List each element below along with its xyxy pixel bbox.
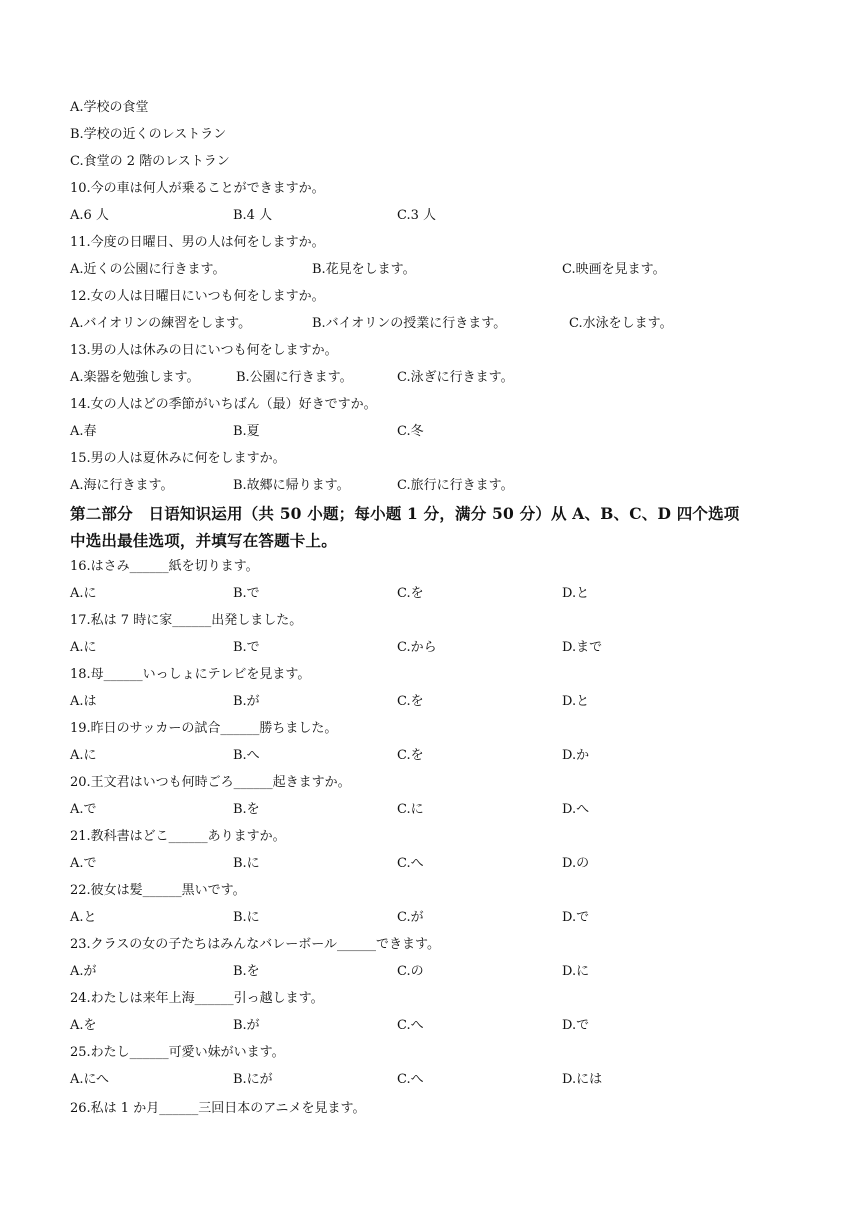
option: A.が — [70, 964, 97, 979]
question-24: 24.わたしは来年上海______引っ越します。 — [70, 991, 324, 1006]
option: A.にへ — [70, 1072, 110, 1087]
option: C.泳ぎに行きます。 — [397, 370, 514, 385]
question-21: 21.教科書はどこ______ありますか。 — [70, 829, 286, 844]
question-17: 17.私は 7 時に家______出発しました。 — [70, 613, 303, 628]
option: C.旅行に行きます。 — [397, 478, 514, 493]
option: A.と — [70, 910, 97, 925]
question-11: 11.今度の日曜日、男の人は何をしますか。 — [70, 235, 325, 250]
option: C.へ — [397, 856, 424, 871]
option: C.3 人 — [397, 208, 437, 223]
option: A.バイオリンの練習をします。 — [70, 316, 252, 331]
option: B.故郷に帰ります。 — [233, 478, 350, 493]
option: B.に — [233, 856, 260, 871]
option: B.を — [233, 964, 260, 979]
question-18: 18.母______いっしょにテレビを見ます。 — [70, 667, 311, 682]
option: B.が — [233, 694, 260, 709]
option: A.に — [70, 586, 97, 601]
section-heading-cont: 中选出最佳选项，并填写在答题卡上。 — [70, 531, 337, 550]
section-heading: 第二部分 日语知识运用（共 50 小题；每小题 1 分，满分 50 分）从 A、B、C、D 四个选项 — [70, 504, 740, 523]
question-20: 20.王文君はいつも何時ごろ______起きますか。 — [70, 775, 351, 790]
option: A.6 人 — [70, 208, 109, 223]
option: C.を — [397, 586, 424, 601]
option: C.水泳をします。 — [569, 316, 673, 331]
option: A.春 — [70, 424, 97, 439]
option: C.へ — [397, 1072, 424, 1087]
option: C.に — [397, 802, 424, 817]
option: C.が — [397, 910, 424, 925]
question-13: 13.男の人は休みの日にいつも何をしますか。 — [70, 343, 338, 358]
option-line: A.学校の食堂 — [70, 100, 149, 115]
option: B.バイオリンの授業に行きます。 — [312, 316, 507, 331]
option: A.で — [70, 856, 97, 871]
question-15: 15.男の人は夏休みに何をしますか。 — [70, 451, 286, 466]
option: D.へ — [562, 802, 590, 817]
option: D.に — [562, 964, 590, 979]
option: C.へ — [397, 1018, 424, 1033]
option: D.には — [562, 1072, 603, 1087]
option: A.に — [70, 748, 97, 763]
option: B.へ — [233, 748, 260, 763]
option: D.まで — [562, 640, 603, 655]
option: A.近くの公園に行きます。 — [70, 262, 226, 277]
question-10: 10.今の車は何人が乗ることができますか。 — [70, 181, 325, 196]
option: B.で — [233, 640, 260, 655]
option: D.か — [562, 748, 590, 763]
option: B.夏 — [233, 424, 260, 439]
option: B.に — [233, 910, 260, 925]
option: B.で — [233, 586, 260, 601]
question-16: 16.はさみ______紙を切ります。 — [70, 559, 259, 574]
question-25: 25.わたし______可愛い妹がいます。 — [70, 1045, 285, 1060]
option: B.を — [233, 802, 260, 817]
question-19: 19.昨日のサッカーの試合______勝ちました。 — [70, 721, 338, 736]
option: D.の — [562, 856, 590, 871]
option: A.に — [70, 640, 97, 655]
option: B.が — [233, 1018, 260, 1033]
question-12: 12.女の人は日曜日にいつも何をしますか。 — [70, 289, 325, 304]
option: D.で — [562, 1018, 590, 1033]
option: D.と — [562, 586, 590, 601]
option: C.を — [397, 748, 424, 763]
option: D.で — [562, 910, 590, 925]
option: A.を — [70, 1018, 97, 1033]
option: D.と — [562, 694, 590, 709]
option: C.映画を見ます。 — [562, 262, 666, 277]
option: C.から — [397, 640, 437, 655]
option: B.公園に行きます。 — [236, 370, 353, 385]
option: B.にが — [233, 1072, 273, 1087]
question-22: 22.彼女は髪______黒いです。 — [70, 883, 246, 898]
option: A.は — [70, 694, 97, 709]
option: B.花見をします。 — [312, 262, 416, 277]
question-26: 26.私は 1 か月______三回日本のアニメを見ます。 — [70, 1101, 366, 1116]
question-14: 14.女の人はどの季節がいちばん（最）好きですか。 — [70, 397, 377, 412]
option: A.楽器を勉強します。 — [70, 370, 200, 385]
option: A.で — [70, 802, 97, 817]
option-line: B.学校の近くのレストラン — [70, 127, 227, 142]
option: B.4 人 — [233, 208, 273, 223]
option: C.の — [397, 964, 424, 979]
question-23: 23.クラスの女の子たちはみんなバレーボール______できます。 — [70, 937, 440, 952]
option: C.冬 — [397, 424, 424, 439]
option: A.海に行きます。 — [70, 478, 174, 493]
option: C.を — [397, 694, 424, 709]
option-line: C.食堂の 2 階のレストラン — [70, 154, 230, 169]
